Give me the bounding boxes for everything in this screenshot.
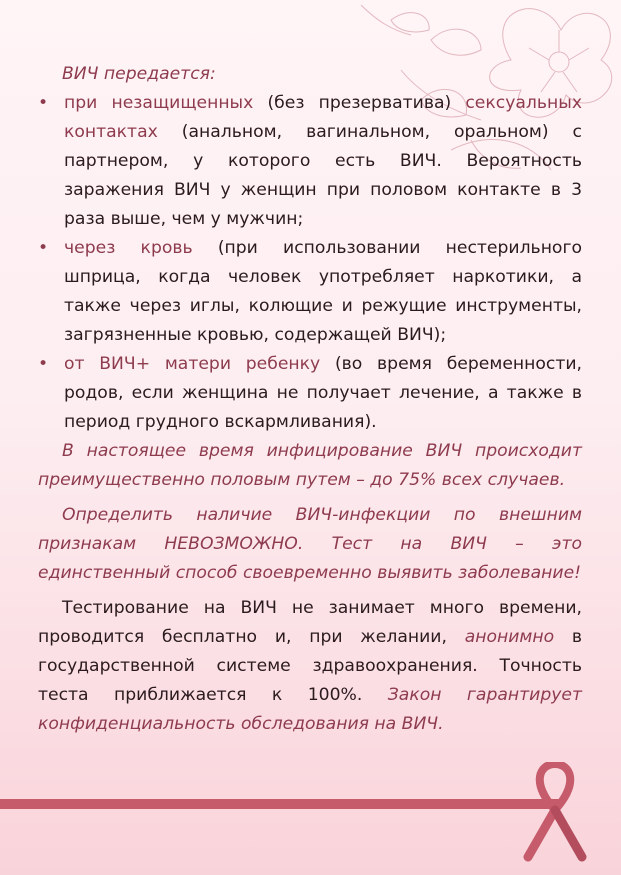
detection-warning: Определить наличие ВИЧ-инфекции по внешним признакам НЕВОЗМОЖНО. Тест на ВИЧ – это единственный способ своевременно выявить заболевание!: [38, 505, 582, 583]
highlight-text: через кровь: [64, 238, 193, 258]
list-item: [38, 350, 582, 437]
body-text: (при использовании нестерильного шприца, когда человек употребляет наркотики, а также через иглы, колющие и режущие инструменты, загрязненные кровью, содержащей ВИЧ);: [64, 238, 582, 345]
bottom-divider: [0, 799, 560, 809]
body-text: (во время беременности, родов, если женщина не получает лечение, а также в период грудного вскармливания).: [64, 354, 582, 432]
list-item: [38, 234, 582, 350]
intro-heading: ВИЧ передается:: [62, 64, 216, 84]
body-text: в государственной системе здравоохранения. Точность теста приближается к 100%.: [38, 627, 582, 705]
document-body: [38, 60, 582, 739]
list-item: [38, 89, 582, 234]
transmission-list: [38, 89, 582, 437]
anonymous-highlight: анонимно: [464, 627, 555, 647]
highlight-text: от ВИЧ+ матери ребенку: [64, 354, 321, 374]
bullet-icon: •: [38, 238, 49, 258]
body-text: (анальном, вагинальном, оральном) с партнером, у которого есть ВИЧ. Вероятность заражения ВИЧ у женщин при половом контакте в 3 раза выше, чем у мужчин;: [64, 122, 582, 229]
highlight-text: при незащищенных: [64, 93, 254, 113]
body-text: Тестирование на ВИЧ не занимает много времени, проводится бесплатно и, при желании,: [38, 598, 582, 647]
transmission-fact: В настоящее время инфицирование ВИЧ происходит преимущественно половым путем – до 75% всех случаев.: [38, 441, 582, 490]
bullet-icon: •: [38, 354, 49, 374]
highlight-text: сексуальных контактах: [64, 93, 582, 142]
body-text: (без презерватива): [253, 93, 466, 113]
testing-paragraph: [38, 594, 582, 739]
confidentiality-note: Закон гарантирует конфиденциальность обследования на ВИЧ.: [38, 685, 582, 734]
awareness-ribbon-icon: [510, 762, 600, 862]
bullet-icon: •: [38, 93, 49, 113]
